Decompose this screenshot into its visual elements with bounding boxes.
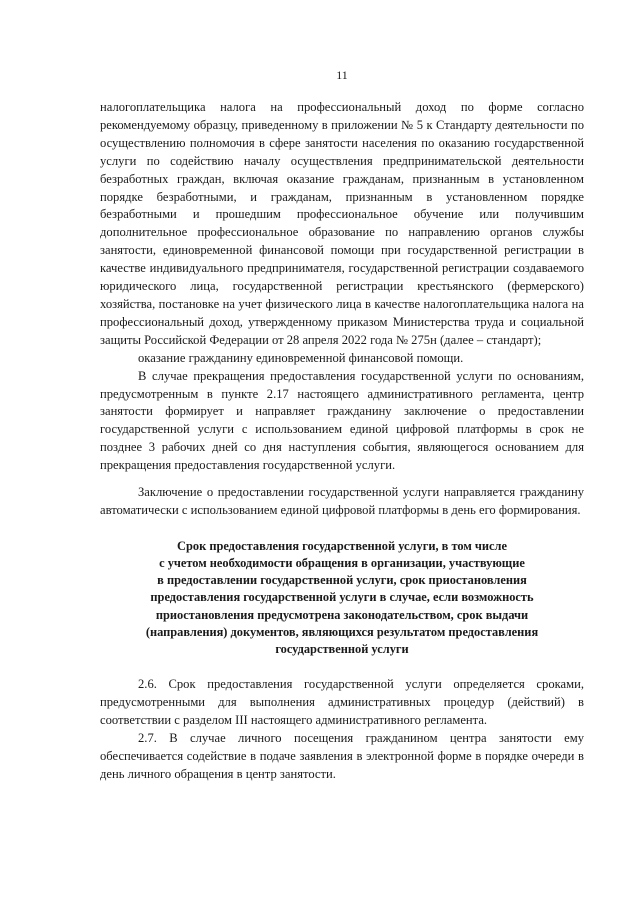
paragraph-termination: В случае прекращения предоставления государственной услуги по основаниям, предусмотренным в пункте 2.17 настоящего административного регламента, центр занятости формирует и направляет гражданину заключение о предоставлении государственной услуги с использованием единой цифровой платформы в срок не позднее 3 рабочих дней со дня наступления события, являющегося основанием для прекращения предоставления государственной услуги. <box>100 368 584 473</box>
heading-line: с учетом необходимости обращения в организации, участвующие <box>159 556 525 571</box>
page-number: 11 <box>336 68 348 82</box>
paragraph-2-6: 2.6. Срок предоставления государственной услуги определяется сроками, предусмотренными для выполнения административных процедур (действий) в соответствии с разделом III настоящего административного регламента. <box>100 677 584 728</box>
heading-line: приостановления предусмотрена законодательством, срок выдачи <box>155 607 529 622</box>
heading-line: в предоставлении государственной услуги, срок приостановления <box>157 573 527 588</box>
paragraph-continuation: налогоплательщика налога на профессиональный доход по форме согласно рекомендуемому образцу, приведенному в приложении № 5 к Стандарту деятельности по осуществлению полномочия в сфере занятости населения по оказанию государственной услуги по содействию началу осуществления предпринимательской деятельности безработных граждан, включая оказание гражданам, признанным в установленном порядке безработными, и гражданам, признанным в установленном порядке безработными и прошедшим профессиональное обучение или получившим дополнительное профессиональное образование по направлению органов службы занятости, единовременной финансовой помощи при государственной регистрации в качестве индивидуального предпринимателя, государственной регистрации создаваемого юридического лица, государственной регистрации крестьянского (фермерского) хозяйства, постановке на учет физического лица в качестве налогоплательщика налога на профессиональный доход, утвержденному приказом Министерства труда и социальной защиты Российской Федерации от 28 апреля 2022 года № 275н (далее – стандарт); <box>100 100 584 347</box>
heading-line: Срок предоставления государственной услуги, в том числе <box>177 538 507 553</box>
heading-line: предоставления государственной услуги в случае, если возможность <box>150 590 534 605</box>
section-heading <box>100 538 584 658</box>
paragraph-2-7: 2.7. В случае личного посещения гражданином центра занятости ему обеспечивается содействие в подаче заявления в электронной форме в порядке очереди в день личного обращения в центр занятости. <box>100 730 584 781</box>
heading-line: государственной услуги <box>275 642 409 657</box>
paragraph-conclusion: Заключение о предоставлении государственной услуги направляется гражданину автоматически с использованием единой цифровой платформы в день его формирования. <box>100 485 584 517</box>
paragraph-financial-aid: оказание гражданину единовременной финансовой помощи. <box>138 350 464 365</box>
heading-line: (направления) документов, являющихся результатом предоставления <box>145 624 539 639</box>
